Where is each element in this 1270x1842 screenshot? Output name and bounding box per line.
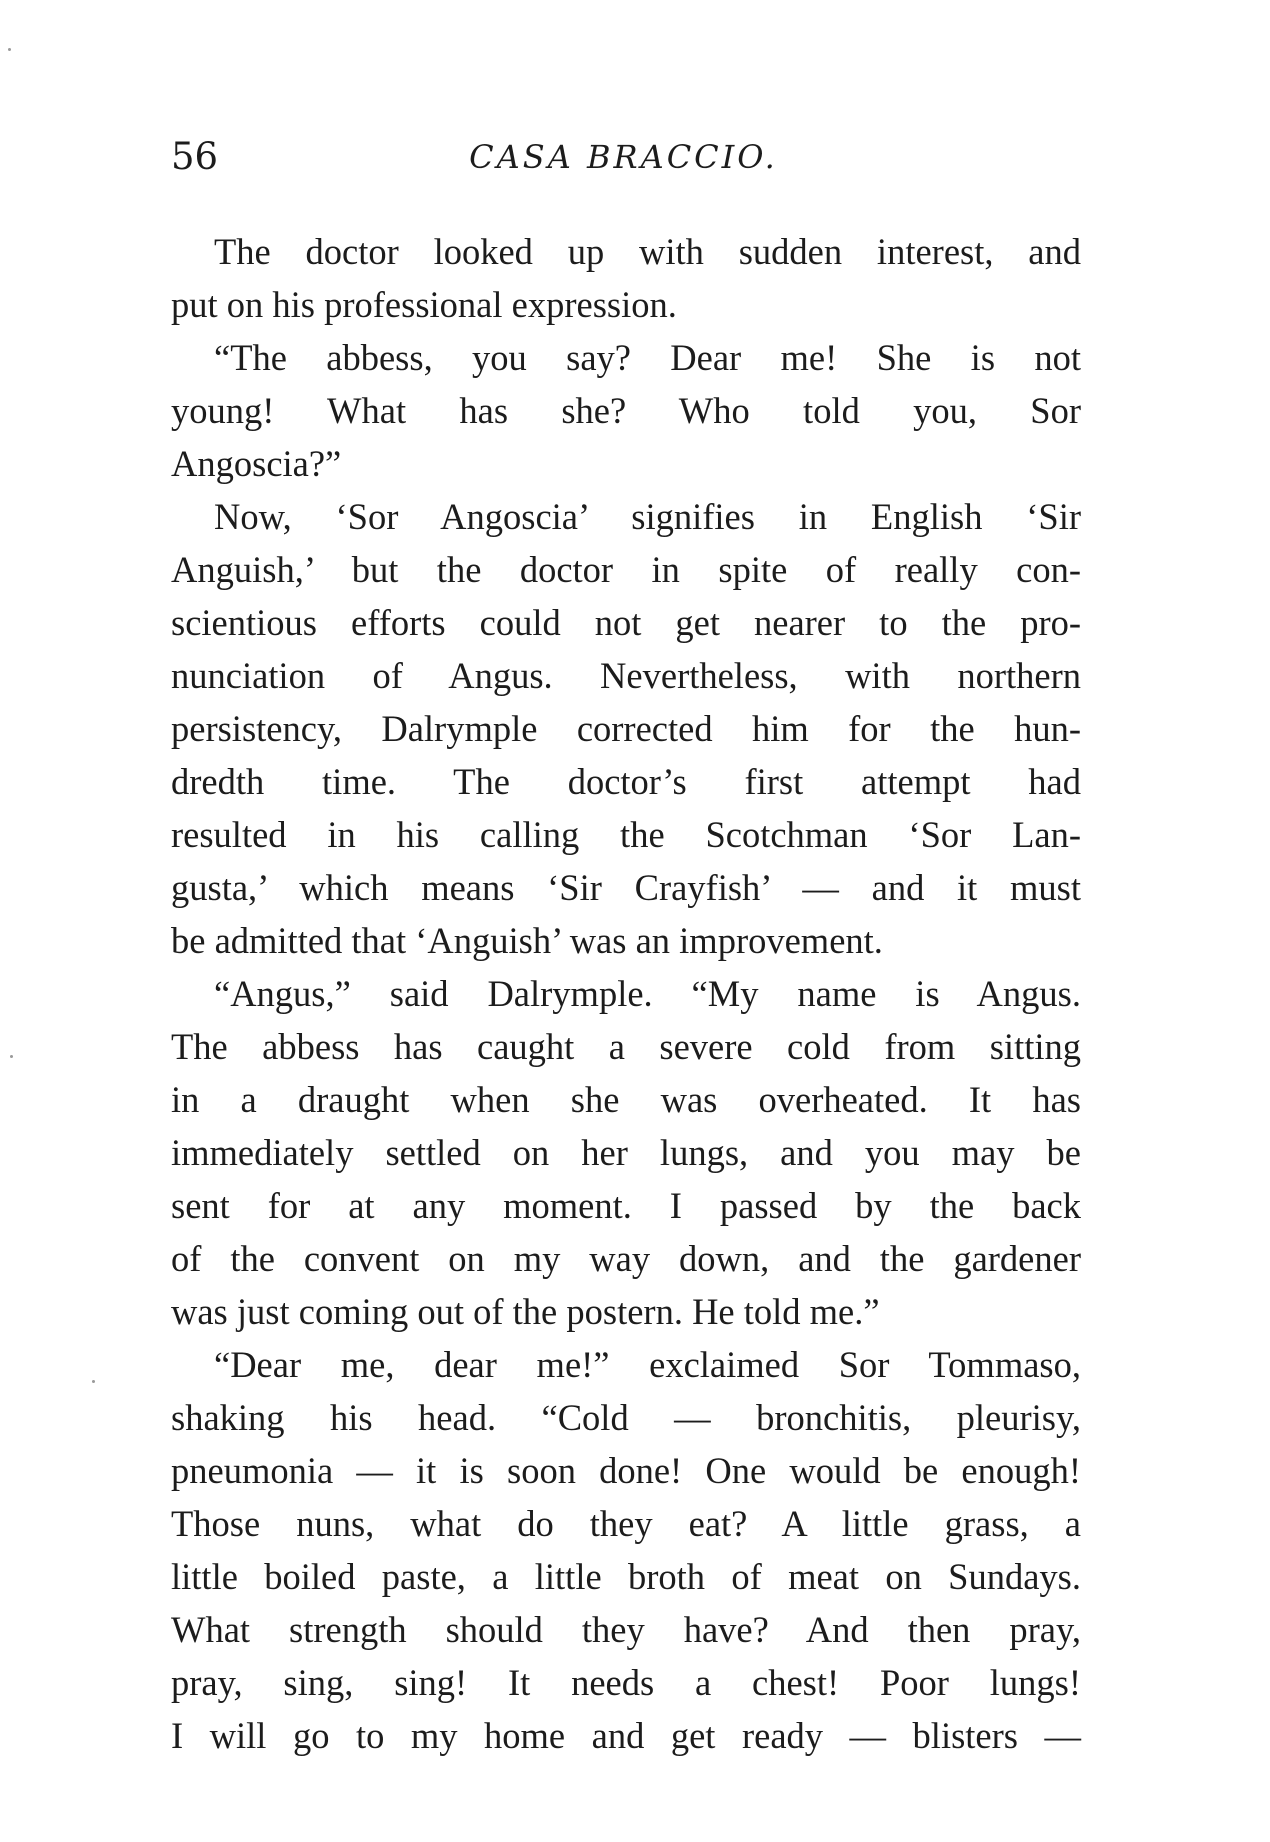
text-line: gusta,’ which means ‘Sir Crayfish’ — and it must	[171, 867, 1081, 908]
page-number: 56	[171, 135, 219, 178]
text-line: young! What has she? Who told you, Sor	[171, 390, 1081, 431]
text-line: The doctor looked up with sudden interest, and	[214, 231, 1081, 272]
paper-speck	[10, 1055, 13, 1058]
text-line: persistency, Dalrymple corrected him for the hun-	[171, 708, 1081, 749]
paragraph	[171, 490, 1081, 967]
text-line: Now, ‘Sor Angoscia’ signifies in English ‘Sir	[214, 496, 1081, 537]
body-text	[171, 225, 1081, 1762]
running-head	[171, 132, 1076, 182]
text-line: nunciation of Angus. Nevertheless, with northern	[171, 655, 1081, 696]
text-line: resulted in his calling the Scotchman ‘Sor Lan-	[171, 814, 1081, 855]
text-line: What strength should they have? And then pray,	[171, 1609, 1081, 1650]
text-line: “Angus,” said Dalrymple. “My name is Angus.	[214, 973, 1081, 1014]
text-line: pray, sing, sing! It needs a chest! Poor lungs!	[171, 1662, 1081, 1703]
text-line: “Dear me, dear me!” exclaimed Sor Tommaso,	[214, 1344, 1081, 1385]
running-title: CASA BRACCIO.	[469, 138, 778, 176]
text-line: was just coming out of the postern. He told me.”	[171, 1291, 880, 1332]
paragraph	[171, 967, 1081, 1338]
paper-speck	[92, 1380, 95, 1383]
text-line: I will go to my home and get ready — blisters —	[171, 1715, 1081, 1756]
text-line: Angoscia?”	[171, 443, 342, 484]
text-line: Anguish,’ but the doctor in spite of really con-	[171, 549, 1081, 590]
text-line: immediately settled on her lungs, and you may be	[171, 1132, 1081, 1173]
paragraph	[171, 331, 1081, 490]
text-line: in a draught when she was overheated. It has	[171, 1079, 1081, 1120]
text-line: of the convent on my way down, and the gardener	[171, 1238, 1081, 1279]
text-line: Those nuns, what do they eat? A little grass, a	[171, 1503, 1081, 1544]
text-line: dredth time. The doctor’s first attempt had	[171, 761, 1081, 802]
text-line: scientious efforts could not get nearer to the pro-	[171, 602, 1081, 643]
text-line: be admitted that ‘Anguish’ was an improvement.	[171, 920, 883, 961]
text-line: sent for at any moment. I passed by the back	[171, 1185, 1081, 1226]
text-line: put on his professional expression.	[171, 284, 677, 325]
text-line: shaking his head. “Cold — bronchitis, pleurisy,	[171, 1397, 1081, 1438]
text-line: pneumonia — it is soon done! One would be enough!	[171, 1450, 1081, 1491]
paragraph	[171, 225, 1081, 331]
text-line: little boiled paste, a little broth of meat on Sundays.	[171, 1556, 1081, 1597]
paper-speck	[8, 48, 11, 51]
paragraph	[171, 1338, 1081, 1762]
text-line: “The abbess, you say? Dear me! She is not	[214, 337, 1081, 378]
text-line: The abbess has caught a severe cold from sitting	[171, 1026, 1081, 1067]
